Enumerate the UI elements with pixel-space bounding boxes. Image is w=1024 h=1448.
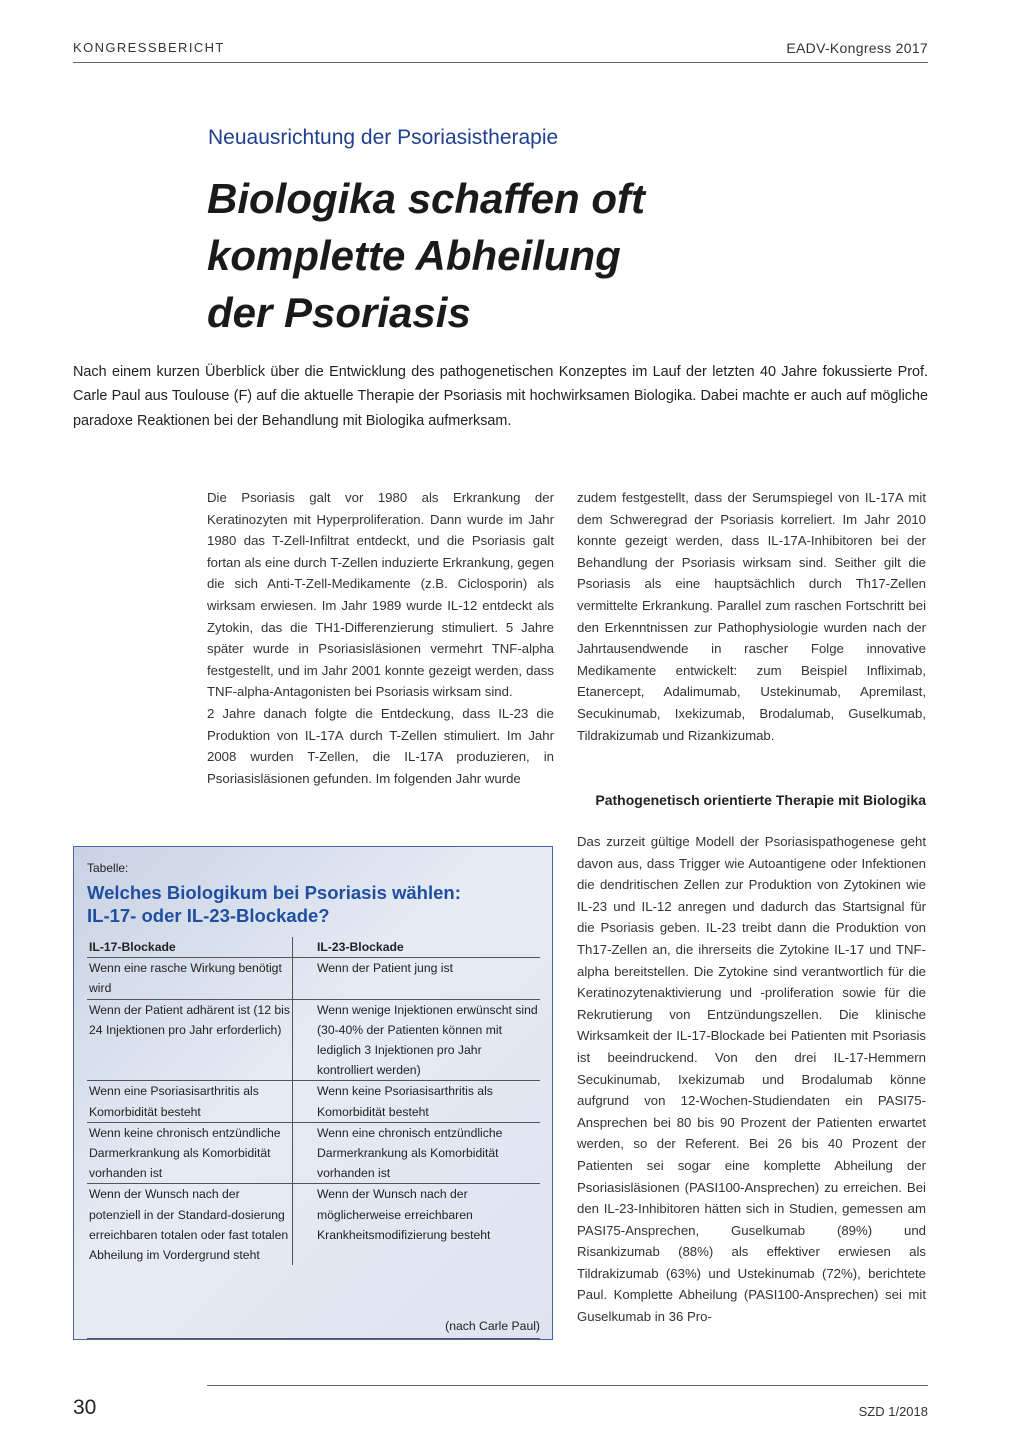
table-cell: Wenn der Patient adhärent ist (12 bis 24 Injektionen pro Jahr erforderlich) [87,1000,293,1081]
article-kicker: Neuausrichtung der Psoriasistherapie [208,126,559,149]
comparison-table [87,937,540,1265]
title-line: komplette Abheilung [207,232,621,279]
journal-issue: SZD 1/2018 [858,1404,928,1419]
table-cell: Wenn eine Psoriasisarthritis als Komorbidität besteht [87,1081,293,1121]
running-header-section: KONGRESSBERICHT [73,40,225,55]
table-header-row [87,937,540,958]
table-title-line: Welches Biologikum bei Psoriasis wählen: [87,882,461,903]
table-source-divider [87,1338,540,1339]
table-header-cell: IL-23-Blockade [317,940,404,954]
table-row [87,1184,540,1265]
table-title-line: IL-17- oder IL-23-Blockade? [87,905,330,926]
table-cell: Wenn keine Psoriasisarthritis als Komorbidität besteht [317,1084,493,1119]
table-row [87,958,540,999]
table-label: Tabelle: [87,861,129,875]
body-paragraph: zudem festgestellt, dass der Serumspiegel von IL-17A mit dem Schweregrad der Psoriasis korreliert. Im Jahr 2010 konnte gezeigt werden, dass IL-17A-Inhibitoren bei der Behandlung der Psoriasis wirksam sind. Seither gilt die Psoriasis als eine hauptsächlich durch Th17-Zellen vermittelte Erkrankung. Parallel zum raschen Fortschritt bei den Erkenntnissen zur Pathophysiologie wurden nach der Jahrtausendwende in rascher Folge innovative Medikamente entwickelt: zum Beispiel Infliximab, Etanercept, Adalimumab, Ustekinumab, Apremilast, Secukinumab, Ixekizumab, Brodalumab, Guselkumab, Tildrakizumab und Rizankizumab. [577,490,926,743]
body-paragraph: Die Psoriasis galt vor 1980 als Erkrankung der Keratinozyten mit Hyperproliferation. Dann wurde im Jahr 1980 das T-Zell-Infiltrat entdeckt, und die Psoriasis galt fortan als eine durch T-Zellen induzierte Erkrankung, gegen die sich Anti-T-Zell-Medikamente (z.B. Ciclosporin) als wirksam erwiesen. Im Jahr 1989 wurde IL-12 entdeckt als Zytokin, das die TH1-Differenzierung stimuliert. 5 Jahre später wurde in Psoriasisläsionen vermehrt TNF-alpha festgestellt, und im Jahr 2001 konnte gezeigt werden, dass TNF-alpha-Antagonisten bei Psoriasis wirksam sind. [207,490,554,700]
table-cell: Wenn der Wunsch nach der potenziell in der Standard-dosierung erreichbaren totalen oder fast totalen Abheilung im Vordergrund steht [87,1184,293,1265]
title-line: Biologika schaffen oft [207,175,645,222]
article-title [207,170,907,341]
table-header-cell: IL-17-Blockade [87,937,293,957]
table-source: (nach Carle Paul) [445,1319,540,1333]
title-line: der Psoriasis [207,289,471,336]
table-cell: Wenn der Wunsch nach der möglicherweise erreichbaren Krankheitsmodifizierung besteht [317,1187,491,1242]
section-subheading: Pathogenetisch orientierte Therapie mit Biologika [595,792,926,808]
table-box [73,846,553,1340]
body-column-1 [207,487,554,789]
article-lead: Nach einem kurzen Überblick über die Entwicklung des pathogenetischen Konzeptes im Lauf der letzten 40 Jahre fokussierte Prof. Carle Paul aus Toulouse (F) auf die aktuelle Therapie der Psoriasis mit hochwirksamen Biologika. Dabei machte er auch auf mögliche paradoxe Reaktionen bei der Behandlung mit Biologika aufmerksam. [73,364,928,429]
table-cell: Wenn wenige Injektionen erwünscht sind (30-40% der Patienten können mit lediglich 3 Injektionen pro Jahr kontrolliert werden) [317,1002,538,1078]
table-cell: Wenn eine chronisch entzündliche Darmerkrankung als Komorbidität vorhanden ist [317,1125,503,1181]
body-paragraph: Das zurzeit gültige Modell der Psoriasispathogenese geht davon aus, dass Trigger wie Autoantigene oder Infektionen die dendritischen Zellen zur Produktion von Zytokinen wie IL-23 und IL-12 anregen und dadurch das Startsignal für die Psoriasis geben. IL-23 treibt dann die Produktion von Th17-Zellen an, die ihrerseits die Zytokine IL-17 und TNF-alpha bereitstellen. Die Zytokine sind verantwortlich für die Keratinozytenaktivierung und -proliferation sowie für die Rekrutierung von Entzündungszellen. Die klinische Wirksamkeit der IL-17-Blockade bei Patienten mit Psoriasis ist beeindruckend. Von den drei IL-17-Hemmern Secukinumab, Ixekizumab und Brodalumab könne aufgrund von 12-Wochen-Studiendaten ein PASI75-Ansprechen bei 80 bis 90 Prozent der Patienten erwartet werden, so der Referent. Bei 26 bis 40 Prozent der Patienten sei sogar eine komplette Abheilung der Psoriasisläsionen (PASI100-Ansprechen) zu erreichen. Bei den IL-23-Inhibitoren hätten sich in Studien, gemessen am PASI75-Ansprechen, Guselkumab (89%) und Risankizumab (88%) als effektiver erwiesen als Tildrakizumab (63%) und Ustekinumab (72%), berichtete Paul. Komplette Abheilung (PASI100-Ansprechen) sei mit Guselkumab in 36 Pro- [577,834,926,1325]
page-number: 30 [73,1396,97,1419]
table-cell: Wenn eine rasche Wirkung benötigt wird [87,958,293,998]
table-title [87,881,542,927]
table-cell: Wenn keine chronisch entzündliche Darmerkrankung als Komorbidität vorhanden ist [87,1123,293,1184]
body-column-2-continued [577,831,926,1328]
running-header-event: EADV-Kongress 2017 [786,40,928,56]
header-divider [73,62,928,63]
footer-divider [207,1385,928,1386]
table-row [87,1123,540,1185]
table-row [87,1000,540,1082]
table-row [87,1081,540,1122]
body-column-2 [577,487,926,746]
body-paragraph: 2 Jahre danach folgte die Entdeckung, dass IL-23 die Produktion von IL-17A durch T-Zellen stimuliert. Im Jahr 2008 wurden T-Zellen, die IL-17A produzieren, in Psoriasisläsionen gefunden. Im folgenden Jahr wurde [207,705,554,786]
table-cell: Wenn der Patient jung ist [317,961,453,976]
